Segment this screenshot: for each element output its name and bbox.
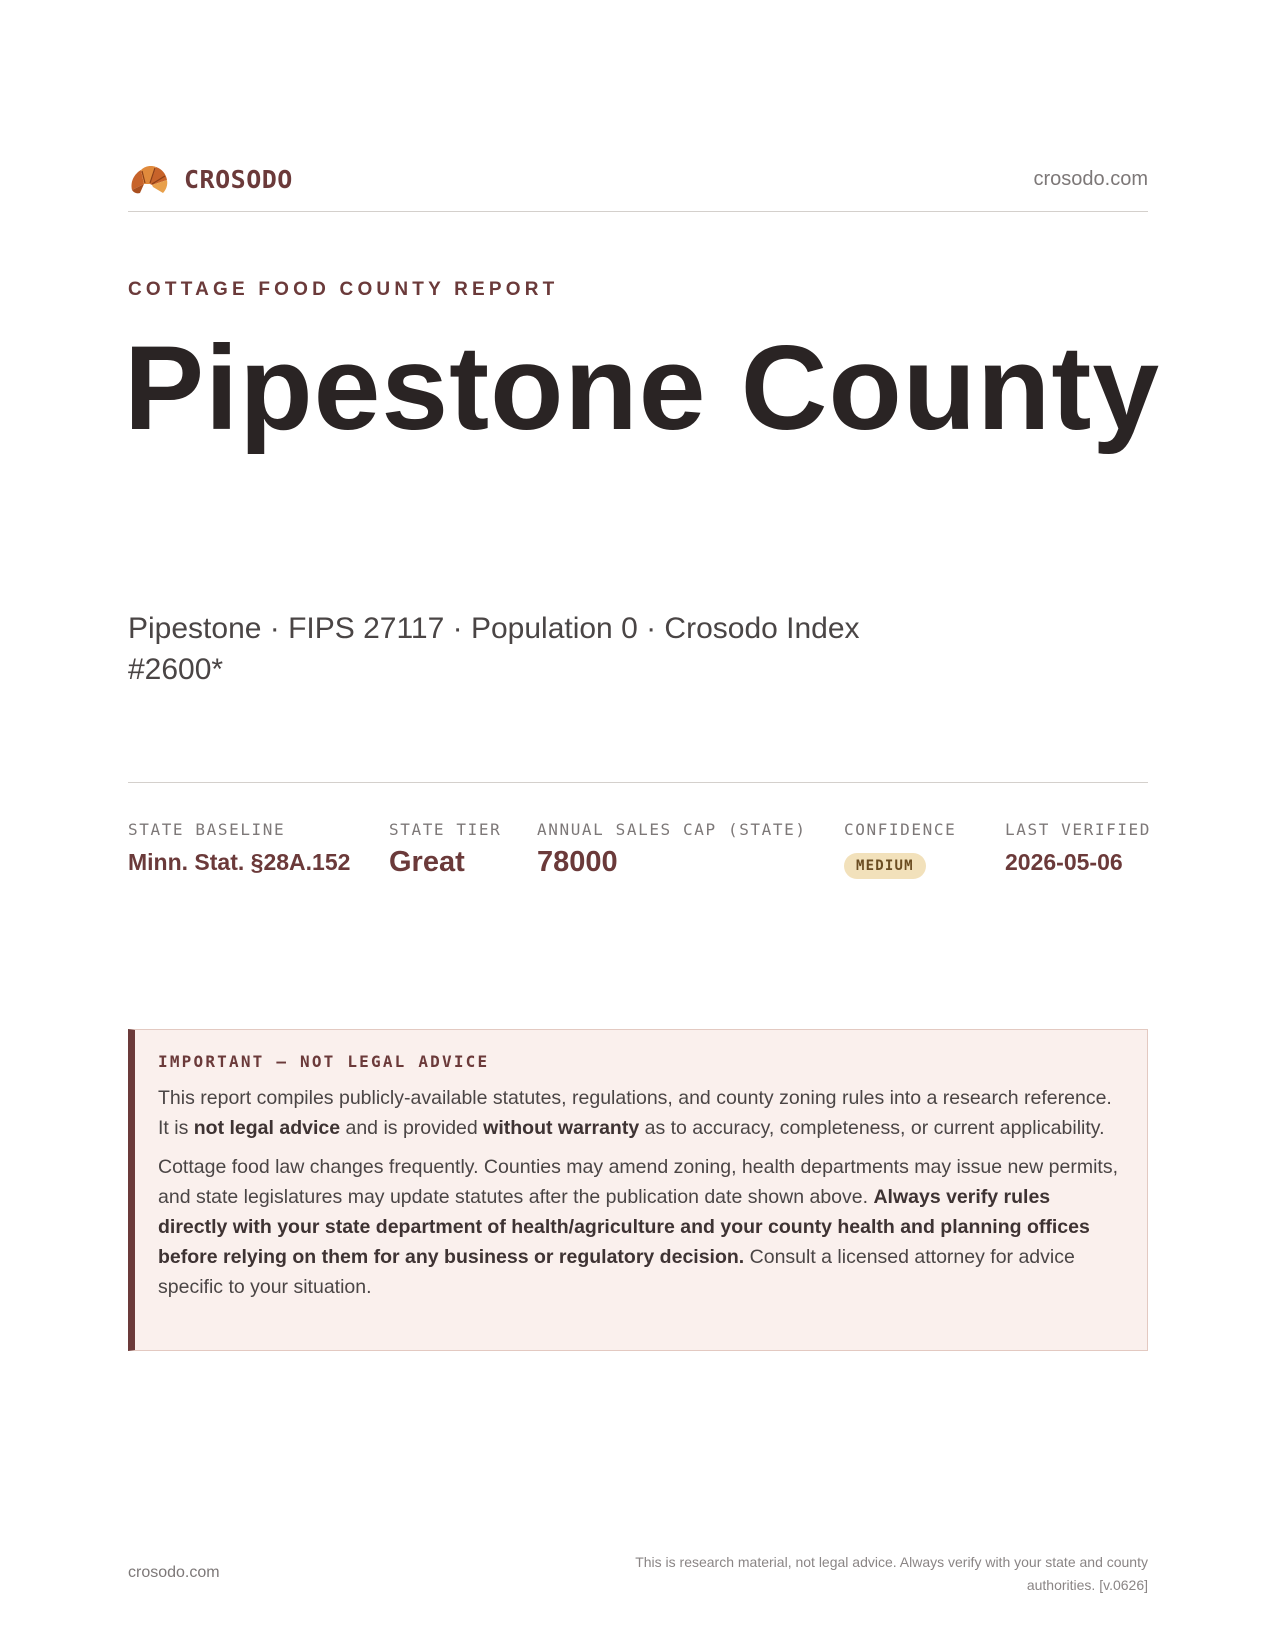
stat-label: CONFIDENCE (844, 820, 957, 839)
footer-disclaimer: This is research material, not legal advice. Always verify with your state and county authorities. [v.0626] (635, 1554, 1148, 1593)
stat-state-baseline (128, 820, 350, 876)
notice-paragraph: Cottage food law changes frequently. Counties may amend zoning, health departments may issue new permits, and state legislatures may update statutes after the publication date shown above. Always verify rules directly with your state department of health/agriculture and your county health and planning offices before relying on them for any business or regulatory decision. Consult a licensed attorney for advice specific to your situation. (158, 1156, 1118, 1298)
stat-label: STATE BASELINE (128, 820, 286, 839)
stat-value: 2026-05-06 (1005, 849, 1123, 875)
stat-value: Great (389, 846, 465, 878)
site-link[interactable]: crosodo.com (1033, 168, 1148, 190)
county-summary: Pipestone · FIPS 27117 · Population 0 · Crosodo Index #2600* (128, 612, 860, 686)
stat-annual-sales-cap (537, 820, 807, 879)
croissant-icon (128, 160, 170, 198)
page-header (128, 158, 1148, 212)
legal-notice (128, 1029, 1148, 1351)
stat-label: STATE TIER (389, 820, 502, 839)
brand-name: CROSODO (184, 164, 293, 194)
notice-paragraph: This report compiles publicly-available statutes, regulations, and county zoning rules into a research reference. It is not legal advice and is provided without warranty as to accuracy, completeness, or current applicability. (158, 1087, 1112, 1139)
footer-site[interactable]: crosodo.com (128, 1564, 220, 1581)
report-eyebrow: COTTAGE FOOD COUNTY REPORT (128, 279, 559, 300)
stat-value: Minn. Stat. §28A.152 (128, 849, 351, 875)
stat-label: LAST VERIFIED (1005, 820, 1152, 839)
brand (128, 160, 293, 198)
page-title: Pipestone County (124, 321, 1161, 455)
confidence-badge: MEDIUM (844, 853, 926, 879)
stat-label: ANNUAL SALES CAP (STATE) (537, 820, 807, 839)
notice-title: IMPORTANT — NOT LEGAL ADVICE (158, 1052, 490, 1071)
divider (128, 782, 1148, 783)
stat-confidence (844, 820, 956, 879)
stat-last-verified (1005, 820, 1151, 876)
stat-state-tier (389, 820, 501, 879)
stat-value: 78000 (537, 846, 618, 878)
